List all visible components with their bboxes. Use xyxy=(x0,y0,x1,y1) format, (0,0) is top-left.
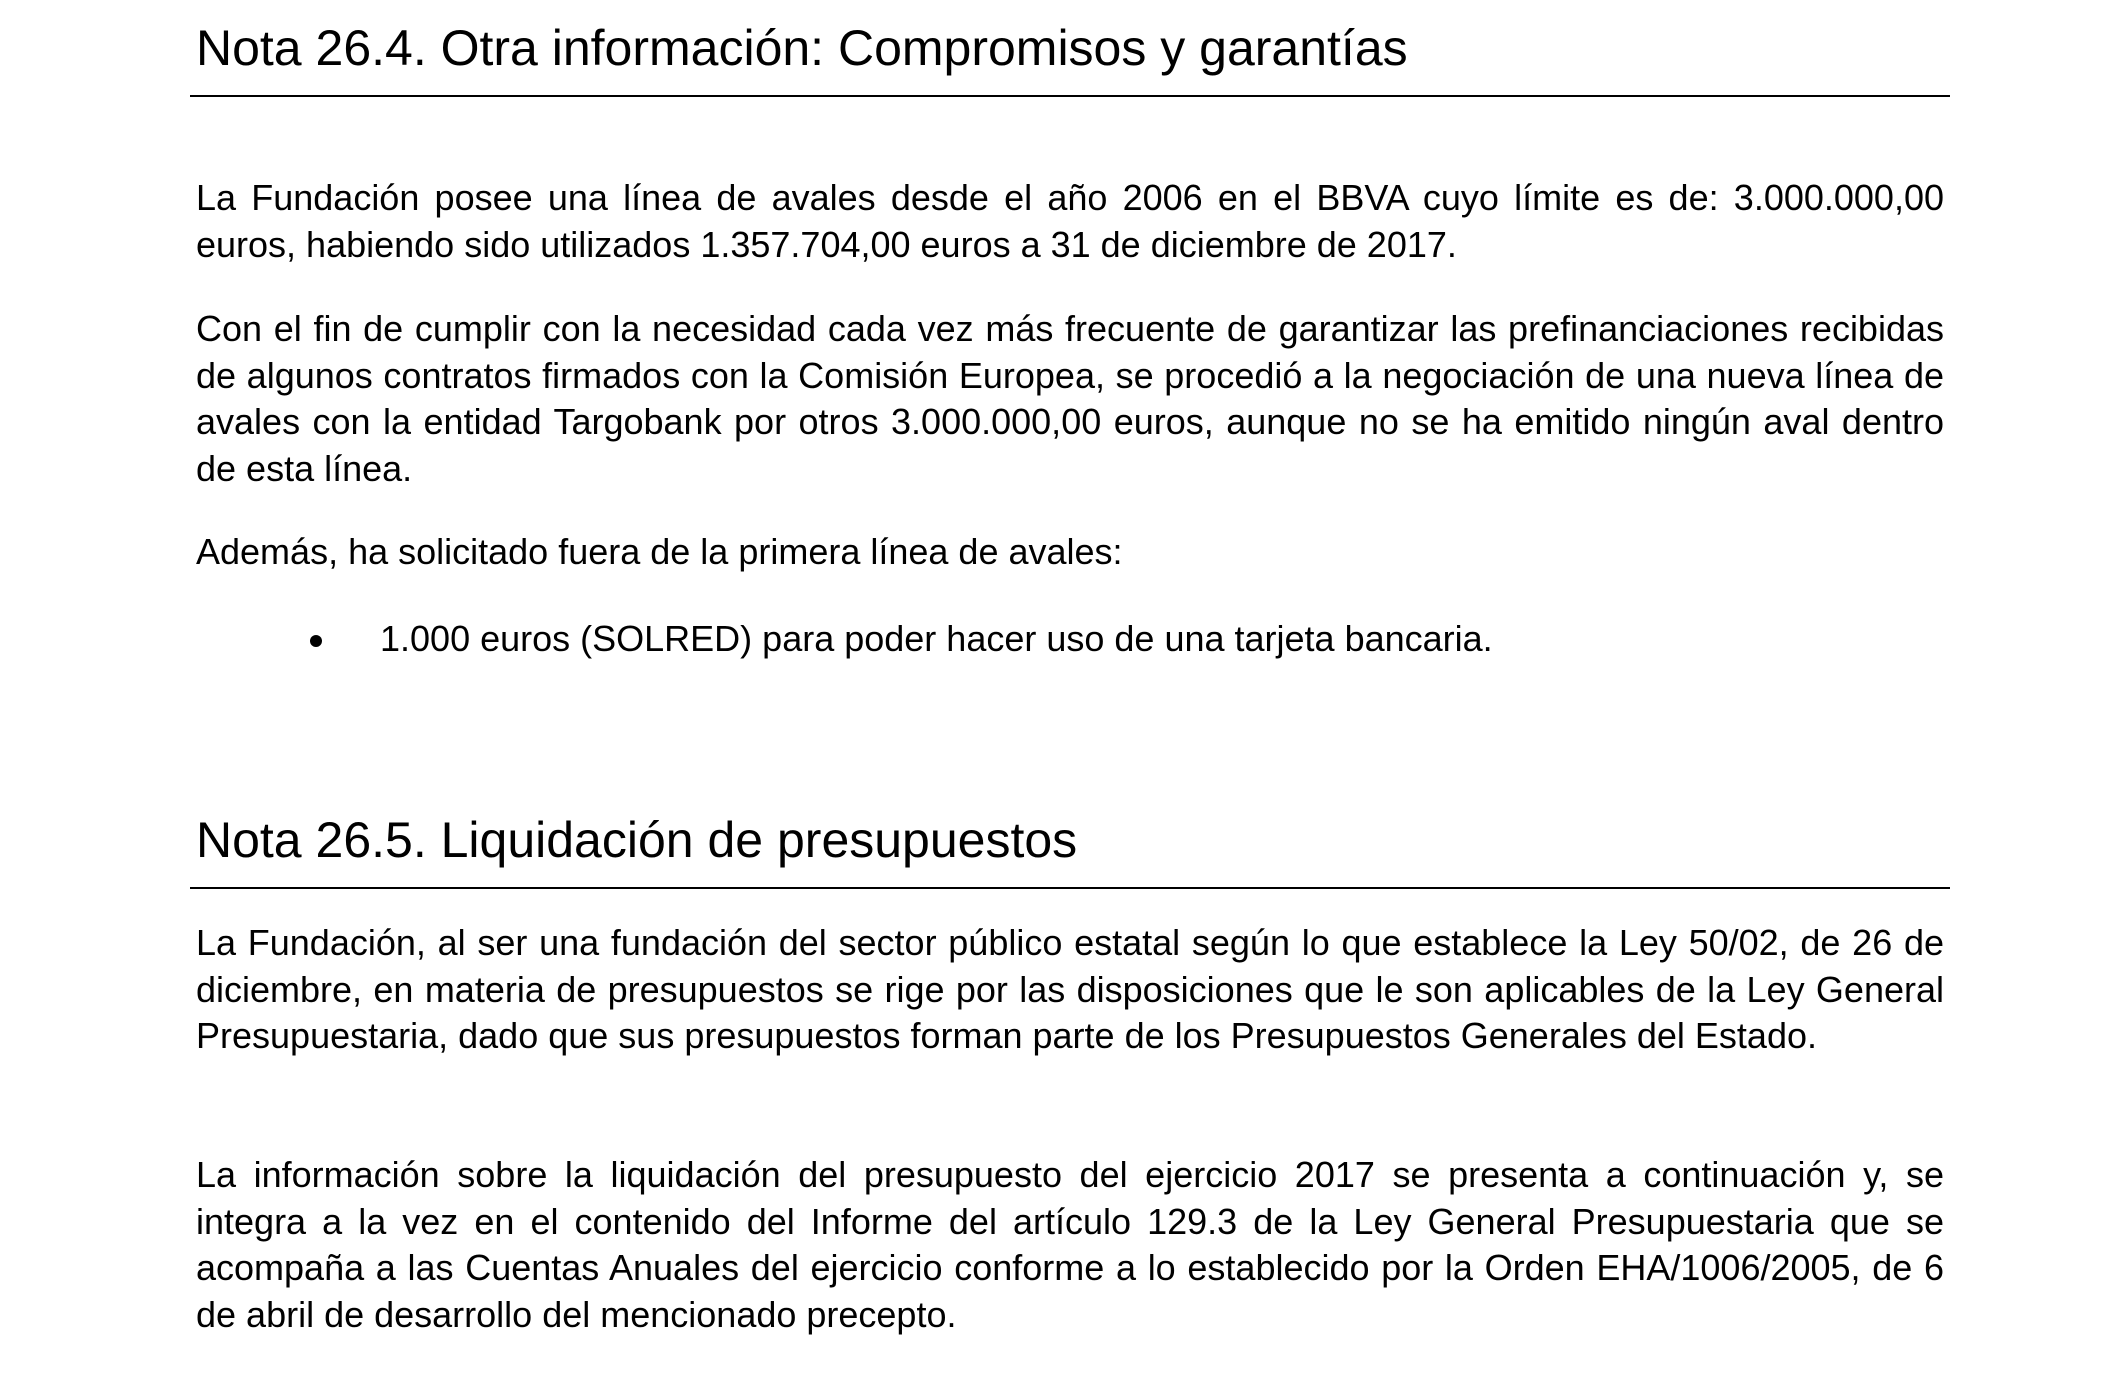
section-heading-26-4: Nota 26.4. Otra información: Compromisos y garantías xyxy=(196,20,1408,76)
bullet-icon xyxy=(310,635,322,647)
section-heading-26-5: Nota 26.5. Liquidación de presupuestos xyxy=(196,812,1078,868)
paragraph-public-sector-budget: La Fundación, al ser una fundación del sector público estatal según lo que establece la Ley 50/02, de 26 de diciembre, en materia de presupuestos se rige por las disposiciones que le son aplicables de la Ley General Presupuestaria, dado que sus presupuestos forman parte de los Presupuestos Generales del Estado. xyxy=(196,922,1944,1056)
list-item-text: 1.000 euros (SOLRED) para poder hacer uso de una tarjeta bancaria. xyxy=(380,618,1493,659)
paragraph-bbva-guarantee-line: La Fundación posee una línea de avales desde el año 2006 en el BBVA cuyo límite es de: 3.000.000,00 euros, habiendo sido utilizados 1.357.704,00 euros a 31 de diciembre de 2017. xyxy=(196,177,1944,265)
heading-rule-26-4 xyxy=(190,95,1950,97)
paragraph-targobank-guarantee-line: Con el fin de cumplir con la necesidad cada vez más frecuente de garantizar las prefinanciaciones recibidas de algunos contratos firmados con la Comisión Europea, se procedió a la negociación de una nueva línea de avales con la entidad Targobank por otros 3.000.000,00 euros, aunque no se ha emitido ningún aval dentro de esta línea. xyxy=(196,308,1944,489)
paragraph-additional-requests: Además, ha solicitado fuera de la primera línea de avales: xyxy=(196,531,1123,572)
heading-rule-26-5 xyxy=(190,887,1950,889)
paragraph-budget-liquidation-info: La información sobre la liquidación del presupuesto del ejercicio 2017 se presenta a continuación y, se integra a la vez en el contenido del Informe del artículo 129.3 de la Ley General Presupuestaria que se acompaña a las Cuentas Anuales del ejercicio conforme a lo establecido por la Orden EHA/1006/2005, de 6 de abril de desarrollo del mencionado precepto. xyxy=(196,1154,1944,1335)
